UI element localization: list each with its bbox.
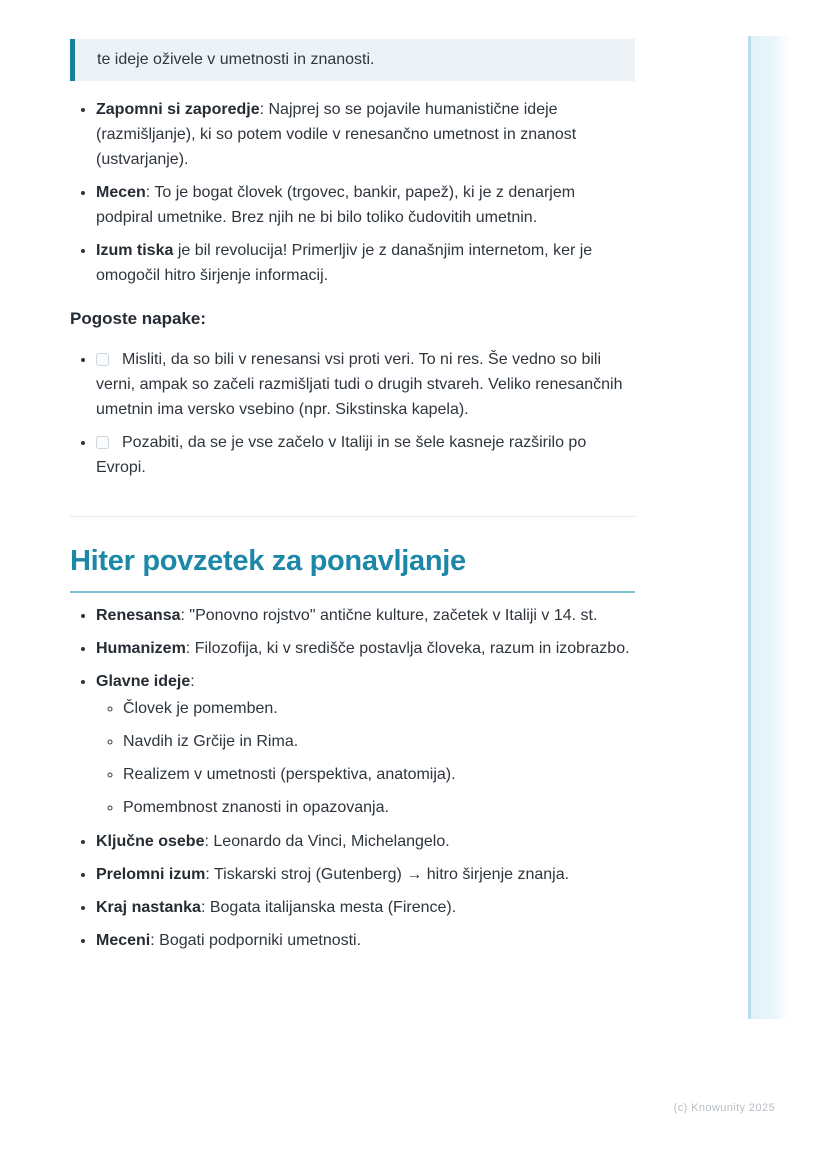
list-item <box>96 895 635 920</box>
list-item <box>96 669 635 820</box>
item-text: Najprej so se pojavile humanistične ideje (razmišljanje), ki so potem vodile v renesančno umetnost in znanost (ustvarjanje). <box>96 101 577 168</box>
sub-item-text: Realizem v umetnosti (perspektiva, anatomija). <box>123 766 456 783</box>
list-item <box>96 180 635 230</box>
item-text: To je bogat človek (trgovec, bankir, papež), ki je z denarjem podpiral umetnike. Brez njih ne bi bilo toliko čudovitih umetnin. <box>96 184 576 226</box>
item-text: Leonardo da Vinci, Michelangelo. <box>213 833 450 850</box>
sub-list <box>96 696 635 820</box>
summary-list <box>70 603 635 953</box>
sub-item-text: Človek je pomemben. <box>123 700 278 717</box>
section-divider <box>70 516 635 517</box>
checkbox-icon <box>96 353 109 366</box>
item-separator: : <box>145 184 151 201</box>
item-lead: Mecen <box>96 184 146 201</box>
sub-item-text: Navdih iz Grčije in Rima. <box>123 733 299 750</box>
mistakes-heading: Pogoste napake: <box>70 309 207 328</box>
list-item <box>96 603 635 628</box>
checklist-item-text: Misliti, da so bili v renesansi vsi proti veri. To ni res. Še vedno so bili verni, ampak so začeli razmišljati tudi o drugih stvareh. Veliko renesančnih umetnin ima versko vsebino (npr. Sikstinska kapela). <box>96 351 623 418</box>
item-text: Bogati podporniki umetnosti. <box>159 932 362 949</box>
item-separator: : <box>200 899 206 916</box>
sub-list-item <box>123 729 635 754</box>
item-lead: Ključne osebe <box>96 833 205 850</box>
list-item <box>96 829 635 854</box>
item-lead: Prelomni izum <box>96 866 206 883</box>
item-lead: Kraj nastanka <box>96 899 201 916</box>
item-text: Filozofija, ki v središče postavlja človeka, razum in izobrazbo. <box>194 640 630 657</box>
item-lead: Meceni <box>96 932 151 949</box>
checklist-item <box>96 430 635 480</box>
item-text: Tiskarski stroj (Gutenberg) → hitro širjenje znanja. <box>213 866 570 883</box>
quote-text: te ideje oživele v umetnosti in znanosti. <box>97 51 375 68</box>
item-lead: Renesansa <box>96 607 181 624</box>
list-item <box>96 862 635 887</box>
copyright-footer: (c) Knowunity 2025 <box>673 1102 775 1114</box>
checklist-item <box>96 347 635 422</box>
checklist-item-text: Pozabiti, da se je vse začelo v Italiji in se šele kasneje razširilo po Evropi. <box>96 434 587 476</box>
mistakes-list <box>70 347 635 480</box>
sub-list-item <box>123 762 635 787</box>
item-lead: Zapomni si zaporedje <box>96 101 260 118</box>
page-edge-strip <box>748 36 790 1019</box>
item-lead: Humanizem <box>96 640 186 657</box>
item-separator: : <box>180 607 185 624</box>
list-item <box>96 97 635 172</box>
sub-list-item <box>123 795 635 820</box>
item-separator: : <box>259 101 265 118</box>
list-item <box>96 636 635 661</box>
sub-item-text: Pomembnost znanosti in opazovanja. <box>123 799 389 816</box>
sub-list-item <box>123 696 635 721</box>
item-separator: : <box>150 932 155 949</box>
list-item <box>96 238 635 288</box>
document-content <box>70 39 635 961</box>
item-lead: Izum tiska <box>96 242 174 259</box>
item-separator: : <box>190 673 195 690</box>
item-lead: Glavne ideje <box>96 673 191 690</box>
checkbox-icon <box>96 436 109 449</box>
item-separator: : <box>205 866 210 883</box>
item-text: je bil revolucija! Primerljiv je z današnjim internetom, ker je omogočil hitro širjenje informacij. <box>96 242 593 284</box>
item-separator: : <box>204 833 209 850</box>
summary-heading: Hiter povzetek za ponavljanje <box>70 543 635 593</box>
item-separator: : <box>185 640 191 657</box>
item-text: Bogata italijanska mesta (Firence). <box>209 899 457 916</box>
notes-list <box>70 97 635 288</box>
item-text: "Ponovno rojstvo" antične kulture, začetek v Italiji v 14. st. <box>189 607 598 624</box>
list-item <box>96 928 635 953</box>
quote-callout <box>70 39 635 81</box>
